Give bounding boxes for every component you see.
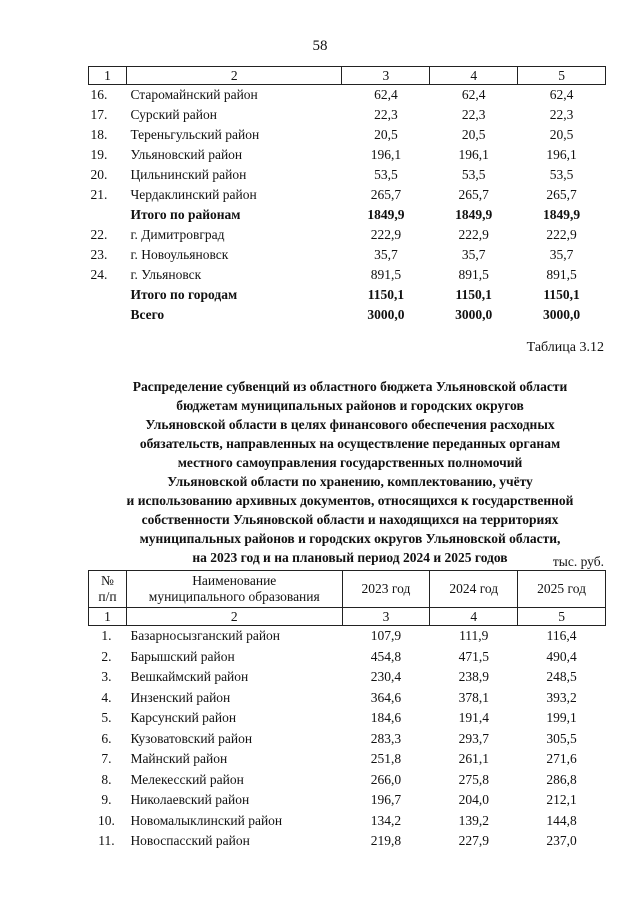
column-index-row	[89, 608, 606, 626]
column-index-cell: 5	[518, 608, 606, 626]
table-row	[89, 245, 606, 265]
value-2023: 891,5	[370, 267, 402, 282]
value-2023: 196,7	[370, 792, 402, 807]
row-number: 16.	[90, 87, 108, 102]
column-index-row	[89, 67, 606, 85]
value-2023: 196,1	[370, 147, 402, 162]
value-2024: 378,1	[458, 689, 489, 705]
table-row	[89, 647, 606, 668]
municipality-name: Майнский район	[130, 751, 228, 766]
row-number: 4.	[101, 689, 112, 705]
column-index-cell: 1	[89, 67, 127, 85]
header-2025: 2025 год	[518, 571, 606, 608]
value-2025: 199,1	[546, 710, 577, 725]
value-2025: 20,5	[549, 127, 574, 142]
table-caption: Таблица 3.12	[526, 340, 604, 355]
row-number: 1.	[101, 628, 112, 643]
value-2023: 20,5	[374, 127, 398, 142]
value-2023: 107,9	[370, 628, 402, 643]
value-2025: 116,4	[546, 628, 577, 643]
row-number: 6.	[101, 730, 112, 746]
municipality-name: Тереньгульский район	[130, 127, 260, 142]
row-number: 18.	[90, 127, 108, 142]
value-2023: 3000,0	[367, 307, 405, 322]
value-2025: 22,3	[549, 107, 574, 122]
municipality-name: Базарносызганский район	[130, 628, 281, 643]
municipality-name: Мелекесский район	[130, 771, 244, 787]
value-2023: 454,8	[370, 648, 402, 664]
table-row	[89, 265, 606, 285]
value-2024: 275,8	[458, 771, 489, 787]
municipality-name: Старомайнский район	[130, 87, 258, 102]
row-number: 5.	[101, 710, 112, 725]
row-number	[89, 285, 127, 305]
title-line: и использованию архивных документов, относящихся к государственной	[126, 493, 574, 508]
value-2023: 266,0	[370, 771, 402, 787]
column-index-cell: 5	[518, 67, 606, 85]
municipality-name: г. Новоульяновск	[130, 247, 229, 262]
row-number: 20.	[90, 167, 108, 182]
value-2024: 227,9	[458, 833, 489, 848]
table-row	[89, 749, 606, 770]
value-2023: 230,4	[370, 669, 402, 684]
row-number	[89, 205, 127, 225]
row-number: 23.	[90, 247, 108, 262]
value-2024: 53,5	[461, 167, 486, 182]
title-line: на 2023 год и на плановый период 2024 и 2025 годов	[192, 550, 508, 565]
value-2025: 271,6	[546, 751, 577, 766]
municipality-name: Вешкаймский район	[130, 669, 249, 684]
total-row	[89, 285, 606, 305]
table-row	[89, 225, 606, 245]
municipality-name: Ульяновский район	[130, 147, 243, 162]
value-2025: 393,2	[546, 689, 577, 705]
value-2024: 191,4	[458, 710, 489, 725]
units-label: тыс. руб.	[552, 554, 604, 569]
value-2025: 53,5	[549, 167, 574, 182]
title-line: собственности Ульяновской области и находящихся на территориях	[141, 512, 559, 527]
row-number: 17.	[90, 107, 108, 122]
municipality-name: г. Димитровград	[130, 227, 225, 242]
value-2025: 35,7	[549, 247, 574, 262]
value-2023: 1150,1	[367, 287, 405, 302]
value-2023: 134,2	[370, 812, 402, 828]
municipality-name: Кузоватовский район	[130, 730, 253, 746]
table-row	[89, 165, 606, 185]
column-index-cell: 2	[126, 608, 342, 626]
table-row	[89, 729, 606, 750]
value-2024: 261,1	[458, 751, 489, 766]
municipality-name: г. Ульяновск	[130, 267, 202, 282]
municipality-name: Инзенский район	[130, 689, 231, 705]
table-row	[89, 688, 606, 709]
value-2024: 139,2	[458, 812, 489, 828]
municipality-name: Итого по районам	[130, 207, 241, 222]
value-2024: 293,7	[458, 730, 489, 746]
table-row	[89, 145, 606, 165]
value-2024: 22,3	[461, 107, 486, 122]
value-2023: 222,9	[370, 227, 402, 242]
municipality-name: Цильнинский район	[130, 167, 247, 182]
row-number: 9.	[101, 792, 112, 807]
table-row	[89, 105, 606, 125]
municipality-name: Сурский район	[130, 107, 217, 122]
value-2025: 305,5	[546, 730, 577, 746]
value-2023: 53,5	[374, 167, 398, 182]
value-2024: 196,1	[458, 147, 489, 162]
municipality-name: Новомалыклинский район	[130, 812, 283, 828]
value-2023: 251,8	[370, 751, 402, 766]
row-number: 21.	[90, 187, 108, 202]
municipality-name: Новоспасский район	[130, 833, 250, 848]
value-2024: 1849,9	[455, 207, 493, 222]
value-2023: 1849,9	[367, 207, 405, 222]
row-number	[89, 305, 127, 325]
value-2025: 62,4	[549, 87, 574, 102]
table-row	[89, 125, 606, 145]
value-2025: 196,1	[546, 147, 577, 162]
table-row	[89, 185, 606, 205]
column-index-cell: 2	[126, 67, 342, 85]
value-2024: 471,5	[458, 648, 489, 664]
value-2023: 219,8	[370, 833, 402, 848]
row-number: 11.	[98, 833, 115, 848]
value-2024: 62,4	[461, 87, 486, 102]
table-row	[89, 708, 606, 729]
title-line: местного самоуправления государственных полномочий	[177, 455, 523, 470]
row-number: 24.	[90, 267, 108, 282]
title-line: Ульяновской области по хранению, комплектованию, учёту	[167, 474, 533, 489]
value-2025: 1150,1	[543, 287, 580, 302]
table-row	[89, 85, 606, 106]
value-2024: 35,7	[461, 247, 486, 262]
table-row	[89, 811, 606, 832]
municipality-name: Барышский район	[130, 648, 235, 664]
row-number: 2.	[101, 648, 112, 664]
column-index-cell: 4	[430, 67, 518, 85]
column-index-cell: 3	[342, 608, 430, 626]
value-2024: 222,9	[458, 227, 489, 242]
municipality-name: Итого по городам	[130, 287, 238, 302]
value-2025: 212,1	[546, 792, 577, 807]
header-number: № п/п	[89, 571, 127, 608]
row-number: 22.	[90, 227, 108, 242]
header-2023: 2023 год	[342, 571, 430, 608]
continuation-table	[88, 66, 606, 325]
column-index-cell: 1	[89, 608, 127, 626]
value-2025: 891,5	[546, 267, 577, 282]
subvention-table	[88, 570, 606, 852]
municipality-name: Чердаклинский район	[130, 187, 257, 202]
municipality-name: Николаевский район	[130, 792, 250, 807]
column-index-cell: 3	[342, 67, 430, 85]
row-number: 10.	[98, 812, 115, 828]
table-row	[89, 790, 606, 811]
value-2024: 111,9	[459, 628, 489, 643]
page-number: 58	[312, 38, 328, 54]
row-number: 7.	[101, 751, 112, 766]
value-2025: 265,7	[546, 187, 577, 202]
row-number: 3.	[101, 669, 112, 684]
header-2024: 2024 год	[430, 571, 518, 608]
municipality-name: Всего	[130, 307, 165, 322]
value-2024: 3000,0	[455, 307, 493, 322]
table-row	[89, 667, 606, 688]
value-2023: 35,7	[374, 247, 398, 262]
value-2023: 265,7	[370, 187, 402, 202]
value-2024: 238,9	[458, 669, 489, 684]
value-2025: 237,0	[546, 833, 577, 848]
table-header-row	[89, 571, 606, 608]
table-row	[89, 626, 606, 647]
title-line: Ульяновской области в целях финансового обеспечения расходных	[145, 417, 555, 432]
value-2023: 22,3	[374, 107, 398, 122]
value-2023: 364,6	[370, 689, 402, 705]
total-row	[89, 205, 606, 225]
value-2023: 62,4	[374, 87, 398, 102]
value-2024: 204,0	[458, 792, 489, 807]
column-index-cell: 4	[430, 608, 518, 626]
value-2025: 248,5	[546, 669, 577, 684]
value-2025: 3000,0	[543, 307, 581, 322]
value-2024: 891,5	[458, 267, 489, 282]
value-2024: 20,5	[461, 127, 486, 142]
title-line: обязательств, направленных на осуществление переданных органам	[139, 436, 561, 451]
value-2025: 490,4	[546, 648, 577, 664]
header-name: Наименование муниципального образования	[126, 571, 342, 608]
title-line: Распределение субвенций из областного бюджета Ульяновской области	[132, 379, 568, 394]
row-number: 19.	[90, 147, 108, 162]
municipality-name: Карсунский район	[130, 710, 237, 725]
title-line: муниципальных районов и городских округов Ульяновской области,	[139, 531, 561, 546]
title-line: бюджетам муниципальных районов и городских округов	[176, 398, 524, 413]
value-2025: 1849,9	[543, 207, 581, 222]
table-row	[89, 770, 606, 791]
value-2025: 286,8	[546, 771, 577, 787]
value-2023: 184,6	[370, 710, 402, 725]
value-2025: 144,8	[546, 812, 577, 828]
document-title	[90, 377, 610, 567]
row-number: 8.	[101, 771, 112, 787]
value-2025: 222,9	[546, 227, 577, 242]
value-2023: 283,3	[370, 730, 402, 746]
value-2024: 265,7	[458, 187, 489, 202]
total-row	[89, 305, 606, 325]
value-2024: 1150,1	[455, 287, 492, 302]
table-row	[89, 831, 606, 852]
